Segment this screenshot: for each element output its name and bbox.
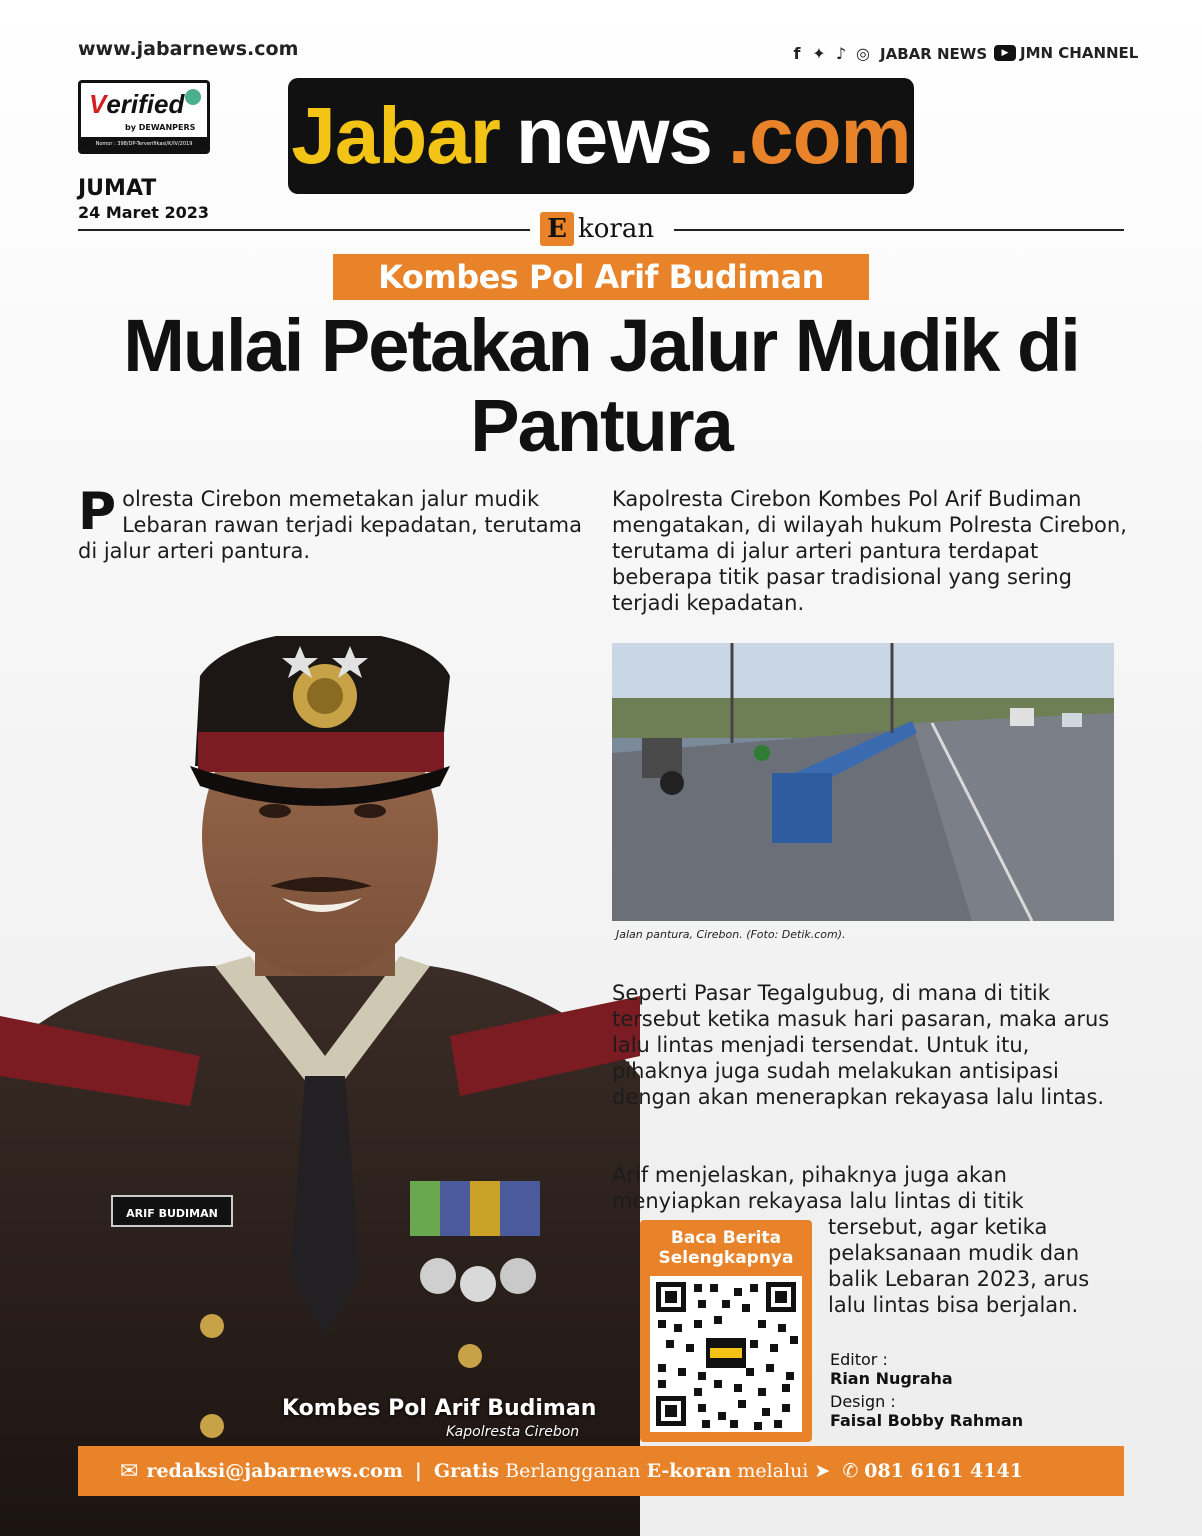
twitter-icon[interactable]: ✦ (812, 44, 826, 63)
footer-phone[interactable]: 081 6161 4141 (864, 1460, 1023, 1482)
issue-date: 24 Maret 2023 (78, 203, 210, 222)
photo-person-name: Kombes Pol Arif Budiman (282, 1396, 597, 1421)
whatsapp-icon[interactable]: ✆ (842, 1460, 859, 1482)
footer-gratis: Gratis (433, 1460, 500, 1482)
editor-name: Rian Nugraha (830, 1369, 953, 1388)
editor-label: Editor : (830, 1350, 888, 1369)
facebook-icon[interactable]: f (793, 44, 801, 63)
article-kicker: Kombes Pol Arif Budiman (333, 254, 869, 300)
tiktok-icon[interactable]: ♪ (835, 44, 847, 63)
design-name: Faisal Bobby Rahman (830, 1411, 1024, 1430)
article-paragraph-3: Seperti Pasar Tegalgubug, di mana di titik tersebut ketika masuk hari pasaran, maka arus lalu lintas menjadi tersendat. Untuk itu, pihaknya juga sudah melakukan antisipasi dengan akan menerapkan rekayasa lalu lintas. (612, 981, 1110, 1109)
header-divider-left (78, 229, 530, 231)
article-paragraph-4a: Arif menjelaskan, pihaknya juga akan menyiapkan rekayasa lalu lintas di titik (612, 1163, 1024, 1213)
site-logo[interactable] (288, 78, 914, 194)
instagram-icon[interactable]: ◎ (856, 44, 870, 63)
youtube-icon: ▶ (994, 45, 1016, 61)
design-label: Design : (830, 1392, 896, 1411)
social-label: JABAR NEWS (880, 44, 988, 63)
qr-title: Baca Berita Selengkapnya (658, 1228, 794, 1268)
name-tag-text: ARIF BUDIMAN (126, 1207, 218, 1220)
footer-ekoran: E-koran (646, 1460, 732, 1482)
qr-code[interactable] (650, 1276, 802, 1432)
verified-by: by DEWANPERS (125, 123, 196, 132)
site-url[interactable]: www.jabarnews.com (78, 38, 299, 60)
youtube-label: JMN CHANNEL (1020, 44, 1139, 62)
footer-email[interactable]: redaksi@jabarnews.com (146, 1460, 403, 1482)
ekoran-text: koran (578, 214, 655, 244)
article-paragraph-1 (78, 482, 588, 564)
footer-berlangganan: Berlangganan (505, 1460, 641, 1482)
footer-bar (78, 1446, 1124, 1496)
article-headline: Mulai Petakan Jalur Mudik di Pantura (123, 304, 1079, 467)
header-divider-right (674, 229, 1124, 231)
dewan-pers-icon (185, 89, 201, 105)
paragraph-1-text: olresta Cirebon memetakan jalur mudik Lebaran rawan terjadi kepadatan, terutama di jalur arteri pantura. (78, 487, 582, 563)
verified-number: Nomor : 398/DP-Terverifikasi/K/IV/2019 (81, 137, 207, 151)
article-paragraph-4b: tersebut, agar ketika pelaksanaan mudik dan balik Lebaran 2023, arus lalu lintas bisa berjalan. (828, 1215, 1090, 1317)
ekoran-e-mark: E (540, 212, 574, 246)
verified-badge (78, 80, 210, 154)
telegram-icon[interactable]: ➤ (814, 1460, 831, 1482)
issue-day: JUMAT (78, 176, 157, 201)
article-paragraph-2: Kapolresta Cirebon Kombes Pol Arif Budiman mengatakan, di wilayah hukum Polresta Cirebon, terutama di jalur arteri pantura terdapat beberapa titik pasar tradisional yang sering terjadi kepadatan. (612, 487, 1127, 615)
mail-icon: ✉ (120, 1458, 139, 1484)
youtube-link[interactable] (994, 44, 1138, 62)
logo-part-jabar: Jabar (291, 91, 500, 180)
social-links (788, 44, 987, 63)
photo-caption: Jalan pantura, Cirebon. (Foto: Detik.com). (616, 928, 846, 941)
road-photo (612, 643, 1114, 921)
footer-melalui: melalui (737, 1460, 809, 1482)
logo-part-news: news (515, 91, 712, 180)
ekoran-section-label (540, 212, 654, 246)
verified-word: Verified (89, 89, 185, 119)
article-credits (830, 1350, 1023, 1430)
qr-read-more[interactable] (640, 1220, 812, 1442)
logo-part-com: .com (727, 91, 911, 180)
drop-cap: P (78, 482, 117, 542)
footer-separator: | (414, 1460, 422, 1482)
photo-person-role: Kapolresta Cirebon (446, 1424, 580, 1440)
